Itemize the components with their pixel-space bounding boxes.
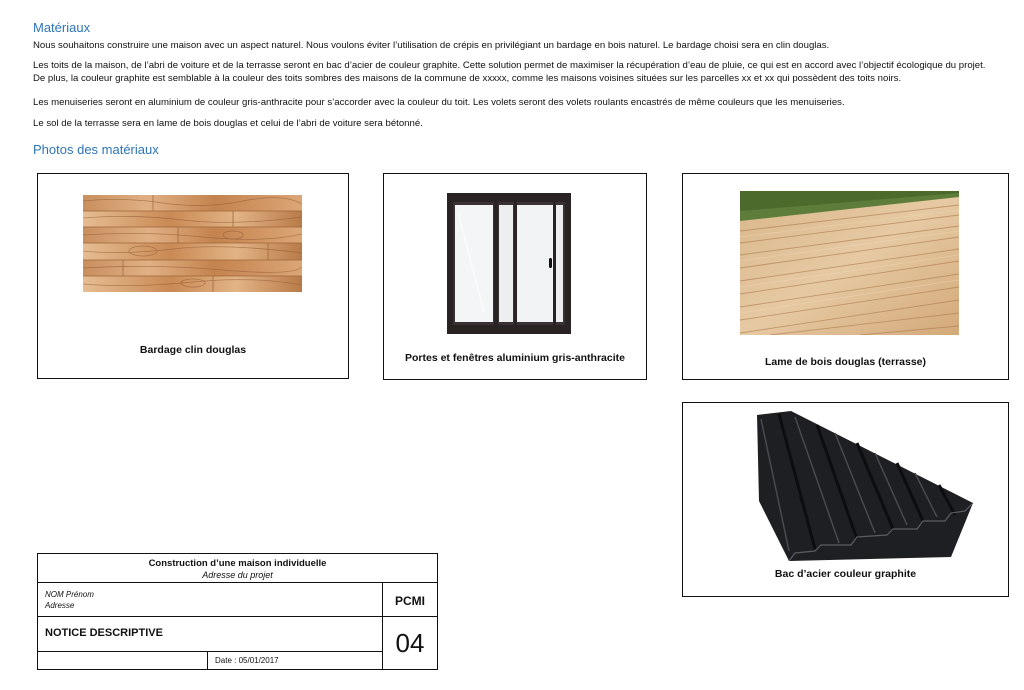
project-address: Adresse du projet	[202, 570, 273, 580]
paragraph-toits: Les toits de la maison, de l’abri de voiture et de la terrasse seront en bac d’acier de couleur graphite. Cette solution permet de maximiser la récupération d’eau de pluie, ce qui est en accord avec l’objectif écologique du projet. De plus, la couleur graphite est semblable à la couleur des toits sombres des maisons de la commune de xxxxx, comme les maisons voisines situées sur les parcelles xx et xx qui possèdent des toits noirs.	[33, 60, 986, 84]
card-bardage	[37, 173, 349, 379]
photo-bac-acier-graphite	[755, 411, 975, 561]
photo-lame-bois-douglas	[740, 191, 959, 335]
owner-name: NOM Prénom	[45, 590, 94, 599]
caption-terrasse: Lame de bois douglas (terrasse)	[764, 356, 927, 368]
caption-menuiseries: Portes et fenêtres aluminium gris-anthracite	[405, 352, 625, 364]
card-menuiseries	[383, 173, 647, 380]
photo-portes-fenetres-aluminium	[444, 192, 574, 335]
owner-address: Adresse	[45, 601, 75, 610]
project-title: Construction d’une maison individuelle	[148, 558, 327, 569]
paragraph-bardage: Nous souhaitons construire une maison avec un aspect naturel. Nous voulons éviter l’utilisation de crépis en privilégiant un bardage en bois naturel. Le bardage choisi sera en clin douglas.	[33, 40, 830, 51]
paragraph-sol: Le sol de la terrasse sera en lame de bois douglas et celui de l’abri de voiture sera bétonné.	[33, 118, 423, 129]
document-number: 04	[395, 628, 425, 658]
card-bac-acier	[682, 402, 1009, 597]
title-block-owner	[38, 583, 383, 617]
document-code: PCMI	[383, 583, 437, 617]
photos-heading: Photos des matériaux	[33, 142, 159, 157]
document-date: Date : 05/01/2017	[208, 651, 383, 669]
photo-bardage-clin-douglas	[83, 195, 302, 292]
caption-bardage: Bardage clin douglas	[139, 344, 247, 356]
title-block-empty-cell	[38, 651, 208, 669]
paragraph-menuiseries: Les menuiseries seront en aluminium de couleur gris-anthracite pour s’accorder avec la couleur du toit. Les volets seront des volets roulants encastrés de même couleurs que les menuiseries.	[33, 97, 845, 108]
title-block	[37, 553, 438, 670]
materiaux-heading: Matériaux	[33, 20, 91, 35]
card-terrasse	[682, 173, 1009, 380]
caption-bac-acier: Bac d’acier couleur graphite	[774, 568, 917, 580]
title-block-project	[38, 554, 437, 583]
document-title: NOTICE DESCRIPTIVE	[38, 617, 383, 651]
